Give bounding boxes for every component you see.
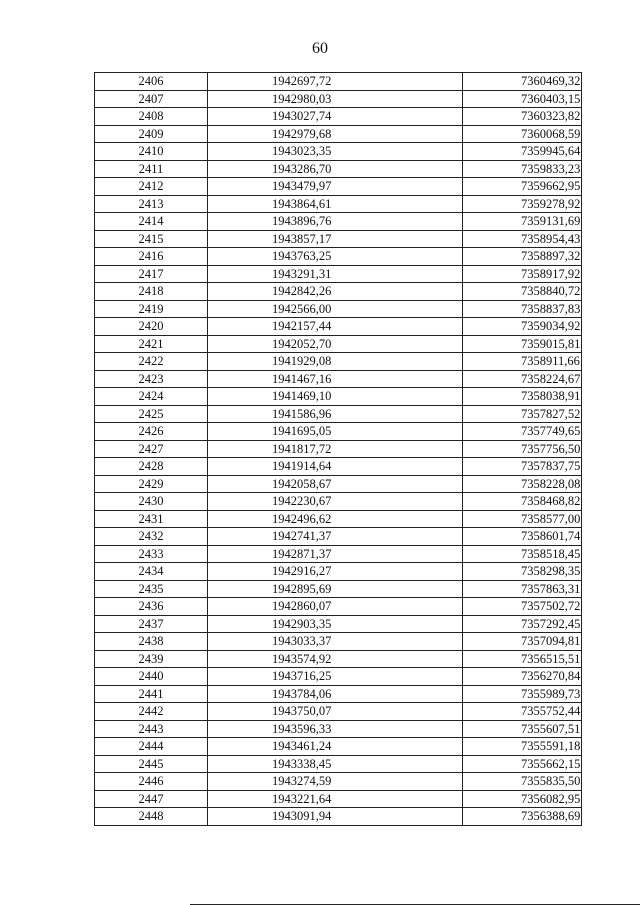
y-coordinate-cell: 7358954,43: [463, 230, 582, 248]
table-row: [95, 703, 582, 721]
y-coordinate-cell: 7360323,82: [463, 108, 582, 126]
point-number-cell: 2410: [95, 143, 208, 161]
y-coordinate-cell: 7355662,15: [463, 755, 582, 773]
x-coordinate-cell: 1942979,68: [208, 125, 463, 143]
y-coordinate-cell: 7359278,92: [463, 195, 582, 213]
x-coordinate-cell: 1942741,37: [208, 528, 463, 546]
table-row: [95, 160, 582, 178]
y-coordinate-cell: 7355752,44: [463, 703, 582, 721]
x-coordinate-cell: 1942566,00: [208, 300, 463, 318]
x-coordinate-cell: 1941586,96: [208, 405, 463, 423]
table-row: [95, 370, 582, 388]
point-number-cell: 2439: [95, 650, 208, 668]
point-number-cell: 2437: [95, 615, 208, 633]
x-coordinate-cell: 1942980,03: [208, 90, 463, 108]
table-row: [95, 265, 582, 283]
x-coordinate-cell: 1942860,07: [208, 598, 463, 616]
point-number-cell: 2436: [95, 598, 208, 616]
y-coordinate-cell: 7358601,74: [463, 528, 582, 546]
coordinates-table-body: [95, 73, 582, 826]
table-row: [95, 545, 582, 563]
y-coordinate-cell: 7355835,50: [463, 773, 582, 791]
point-number-cell: 2417: [95, 265, 208, 283]
x-coordinate-cell: 1943596,33: [208, 720, 463, 738]
x-coordinate-cell: 1941929,08: [208, 353, 463, 371]
table-row: [95, 580, 582, 598]
table-row: [95, 808, 582, 826]
table-row: [95, 720, 582, 738]
point-number-cell: 2438: [95, 633, 208, 651]
y-coordinate-cell: 7355591,18: [463, 738, 582, 756]
point-number-cell: 2431: [95, 510, 208, 528]
point-number-cell: 2428: [95, 458, 208, 476]
y-coordinate-cell: 7357502,72: [463, 598, 582, 616]
table-row: [95, 318, 582, 336]
x-coordinate-cell: 1942842,26: [208, 283, 463, 301]
table-row: [95, 440, 582, 458]
y-coordinate-cell: 7358911,66: [463, 353, 582, 371]
point-number-cell: 2426: [95, 423, 208, 441]
table-row: [95, 125, 582, 143]
point-number-cell: 2414: [95, 213, 208, 231]
x-coordinate-cell: 1941914,64: [208, 458, 463, 476]
x-coordinate-cell: 1942895,69: [208, 580, 463, 598]
y-coordinate-cell: 7357292,45: [463, 615, 582, 633]
point-number-cell: 2435: [95, 580, 208, 598]
table-row: [95, 685, 582, 703]
y-coordinate-cell: 7358038,91: [463, 388, 582, 406]
x-coordinate-cell: 1943763,25: [208, 248, 463, 266]
point-number-cell: 2409: [95, 125, 208, 143]
x-coordinate-cell: 1942496,62: [208, 510, 463, 528]
y-coordinate-cell: 7357756,50: [463, 440, 582, 458]
point-number-cell: 2440: [95, 668, 208, 686]
y-coordinate-cell: 7358228,08: [463, 475, 582, 493]
table-row: [95, 755, 582, 773]
point-number-cell: 2421: [95, 335, 208, 353]
point-number-cell: 2432: [95, 528, 208, 546]
x-coordinate-cell: 1943274,59: [208, 773, 463, 791]
point-number-cell: 2406: [95, 73, 208, 91]
table-row: [95, 510, 582, 528]
table-row: [95, 283, 582, 301]
table-row: [95, 475, 582, 493]
y-coordinate-cell: 7358577,00: [463, 510, 582, 528]
point-number-cell: 2415: [95, 230, 208, 248]
y-coordinate-cell: 7356388,69: [463, 808, 582, 826]
point-number-cell: 2434: [95, 563, 208, 581]
table-row: [95, 405, 582, 423]
point-number-cell: 2420: [95, 318, 208, 336]
y-coordinate-cell: 7359662,95: [463, 178, 582, 196]
y-coordinate-cell: 7358518,45: [463, 545, 582, 563]
table-row: [95, 300, 582, 318]
point-number-cell: 2427: [95, 440, 208, 458]
y-coordinate-cell: 7359131,69: [463, 213, 582, 231]
point-number-cell: 2422: [95, 353, 208, 371]
table-row: [95, 73, 582, 91]
point-number-cell: 2430: [95, 493, 208, 511]
x-coordinate-cell: 1943784,06: [208, 685, 463, 703]
y-coordinate-cell: 7357094,81: [463, 633, 582, 651]
y-coordinate-cell: 7357827,52: [463, 405, 582, 423]
x-coordinate-cell: 1943033,37: [208, 633, 463, 651]
y-coordinate-cell: 7358468,82: [463, 493, 582, 511]
table-row: [95, 195, 582, 213]
y-coordinate-cell: 7356082,95: [463, 790, 582, 808]
table-row: [95, 598, 582, 616]
y-coordinate-cell: 7359034,92: [463, 318, 582, 336]
point-number-cell: 2429: [95, 475, 208, 493]
x-coordinate-cell: 1943574,92: [208, 650, 463, 668]
point-number-cell: 2442: [95, 703, 208, 721]
y-coordinate-cell: 7357837,75: [463, 458, 582, 476]
point-number-cell: 2408: [95, 108, 208, 126]
x-coordinate-cell: 1943023,35: [208, 143, 463, 161]
x-coordinate-cell: 1943338,45: [208, 755, 463, 773]
point-number-cell: 2413: [95, 195, 208, 213]
point-number-cell: 2441: [95, 685, 208, 703]
table-row: [95, 213, 582, 231]
page-number: 60: [312, 40, 328, 57]
x-coordinate-cell: 1943896,76: [208, 213, 463, 231]
y-coordinate-cell: 7359833,23: [463, 160, 582, 178]
x-coordinate-cell: 1943291,31: [208, 265, 463, 283]
point-number-cell: 2433: [95, 545, 208, 563]
y-coordinate-cell: 7360469,32: [463, 73, 582, 91]
x-coordinate-cell: 1942157,44: [208, 318, 463, 336]
point-number-cell: 2411: [95, 160, 208, 178]
y-coordinate-cell: 7358837,83: [463, 300, 582, 318]
table-row: [95, 528, 582, 546]
y-coordinate-cell: 7358897,32: [463, 248, 582, 266]
table-row: [95, 650, 582, 668]
table-row: [95, 563, 582, 581]
table-row: [95, 493, 582, 511]
x-coordinate-cell: 1941817,72: [208, 440, 463, 458]
x-coordinate-cell: 1943857,17: [208, 230, 463, 248]
y-coordinate-cell: 7358224,67: [463, 370, 582, 388]
point-number-cell: 2407: [95, 90, 208, 108]
table-row: [95, 143, 582, 161]
x-coordinate-cell: 1943716,25: [208, 668, 463, 686]
point-number-cell: 2416: [95, 248, 208, 266]
table-row: [95, 388, 582, 406]
x-coordinate-cell: 1941695,05: [208, 423, 463, 441]
table-row: [95, 90, 582, 108]
x-coordinate-cell: 1942052,70: [208, 335, 463, 353]
y-coordinate-cell: 7355607,51: [463, 720, 582, 738]
point-number-cell: 2425: [95, 405, 208, 423]
x-coordinate-cell: 1943221,64: [208, 790, 463, 808]
point-number-cell: 2444: [95, 738, 208, 756]
x-coordinate-cell: 1942903,35: [208, 615, 463, 633]
y-coordinate-cell: 7357749,65: [463, 423, 582, 441]
x-coordinate-cell: 1941469,10: [208, 388, 463, 406]
y-coordinate-cell: 7360068,59: [463, 125, 582, 143]
point-number-cell: 2446: [95, 773, 208, 791]
x-coordinate-cell: 1943864,61: [208, 195, 463, 213]
table-row: [95, 668, 582, 686]
y-coordinate-cell: 7359945,64: [463, 143, 582, 161]
table-row: [95, 773, 582, 791]
table-row: [95, 178, 582, 196]
y-coordinate-cell: 7357863,31: [463, 580, 582, 598]
point-number-cell: 2448: [95, 808, 208, 826]
point-number-cell: 2419: [95, 300, 208, 318]
x-coordinate-cell: 1942916,27: [208, 563, 463, 581]
point-number-cell: 2423: [95, 370, 208, 388]
y-coordinate-cell: 7356515,51: [463, 650, 582, 668]
table-row: [95, 458, 582, 476]
x-coordinate-cell: 1942058,67: [208, 475, 463, 493]
x-coordinate-cell: 1942871,37: [208, 545, 463, 563]
table-row: [95, 790, 582, 808]
point-number-cell: 2447: [95, 790, 208, 808]
table-row: [95, 633, 582, 651]
y-coordinate-cell: 7360403,15: [463, 90, 582, 108]
x-coordinate-cell: 1943091,94: [208, 808, 463, 826]
x-coordinate-cell: 1943479,97: [208, 178, 463, 196]
point-number-cell: 2412: [95, 178, 208, 196]
table-row: [95, 230, 582, 248]
y-coordinate-cell: 7355989,73: [463, 685, 582, 703]
y-coordinate-cell: 7356270,84: [463, 668, 582, 686]
y-coordinate-cell: 7358298,35: [463, 563, 582, 581]
x-coordinate-cell: 1942230,67: [208, 493, 463, 511]
table-row: [95, 108, 582, 126]
y-coordinate-cell: 7358840,72: [463, 283, 582, 301]
table-row: [95, 615, 582, 633]
x-coordinate-cell: 1943286,70: [208, 160, 463, 178]
table-row: [95, 248, 582, 266]
point-number-cell: 2445: [95, 755, 208, 773]
point-number-cell: 2443: [95, 720, 208, 738]
table-row: [95, 335, 582, 353]
point-number-cell: 2424: [95, 388, 208, 406]
y-coordinate-cell: 7358917,92: [463, 265, 582, 283]
x-coordinate-cell: 1943461,24: [208, 738, 463, 756]
table-row: [95, 423, 582, 441]
x-coordinate-cell: 1943027,74: [208, 108, 463, 126]
x-coordinate-cell: 1941467,16: [208, 370, 463, 388]
table-row: [95, 738, 582, 756]
y-coordinate-cell: 7359015,81: [463, 335, 582, 353]
coordinates-table: [94, 72, 582, 826]
point-number-cell: 2418: [95, 283, 208, 301]
x-coordinate-cell: 1942697,72: [208, 73, 463, 91]
table-row: [95, 353, 582, 371]
x-coordinate-cell: 1943750,07: [208, 703, 463, 721]
